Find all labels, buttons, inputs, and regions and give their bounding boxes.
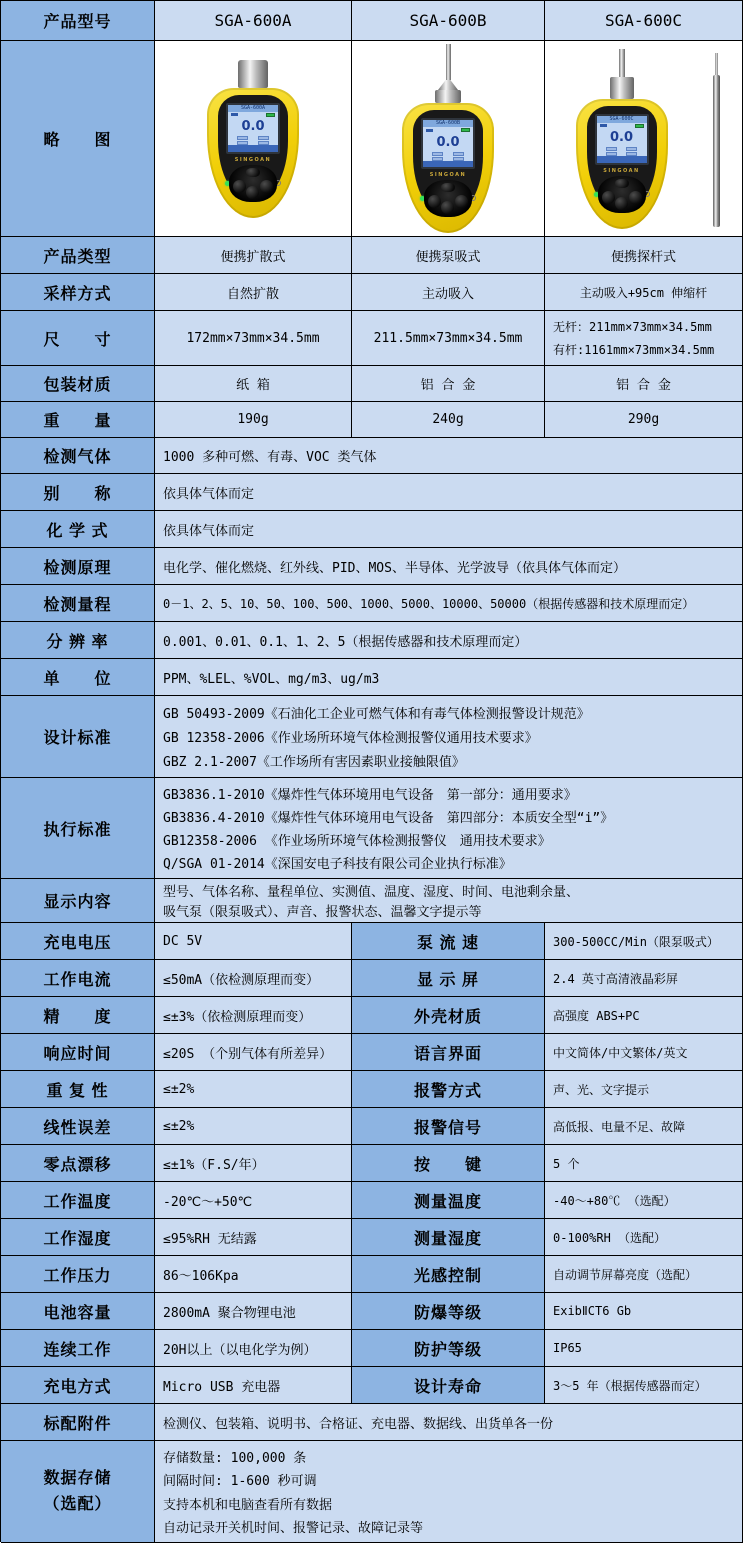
spec-value: 便携扩散式 <box>155 237 352 274</box>
spec-value: 便携泵吸式 <box>352 237 545 274</box>
table-row <box>1 659 743 696</box>
probe-rod <box>619 49 625 77</box>
brand-label: SINGOAN <box>234 156 272 163</box>
screen-cell <box>237 136 248 140</box>
device-screen <box>595 114 649 165</box>
probe-rod <box>446 44 451 80</box>
spec-value: Micro USB 充电器 <box>155 1367 352 1404</box>
spec-value: 5 个 <box>545 1145 743 1182</box>
spec-value: 依具体气体而定 <box>155 511 743 548</box>
standard-line: GB 50493-2009《石油化工企业可燃气体和有毒气体检测报警设计规范》 <box>163 707 590 722</box>
row-label-line: 数据存储 <box>43 1469 112 1487</box>
keypad <box>598 176 646 213</box>
device-screen <box>226 103 280 154</box>
standard-line: GBZ 2.1-2007《工作场所有害因素职业接触限值》 <box>163 755 465 770</box>
spec-value <box>155 879 743 923</box>
row-label: 尺 寸 <box>1 311 155 366</box>
standard-line: GB12358-2006 《作业场所环境气体检测报警仪 通用技术要求》 <box>163 834 551 849</box>
row-label: 充电电压 <box>1 923 155 960</box>
device-front-panel <box>218 95 288 202</box>
row-label: 设计标准 <box>1 696 155 778</box>
spec-value: 240g <box>352 402 545 438</box>
device-image-sga-600c <box>576 49 668 229</box>
telescopic-rod-tip <box>715 53 718 75</box>
screen-title: SGA-600B <box>423 120 473 127</box>
table-row <box>1 1441 743 1543</box>
spec-value-line: 间隔时间: 1-600 秒可调 <box>163 1474 317 1490</box>
table-row <box>1 1034 743 1071</box>
row-label: 别 称 <box>1 474 155 511</box>
product-image-cell-b <box>352 41 545 237</box>
spec-value: 主动吸入 <box>352 274 545 311</box>
standard-line: Q/SGA 01-2014《深国安电子科技有限公司企业执行标准》 <box>163 857 512 872</box>
row-label: 零点漂移 <box>1 1145 155 1182</box>
spec-value-line: 有杆:1161mm×73mm×34.5mm <box>553 342 715 357</box>
standard-line: GB3836.4-2010《爆炸性气体环境用电气设备 第四部分：本质安全型“i”》 <box>163 811 614 826</box>
table-row <box>1 402 743 438</box>
device-front-panel <box>587 106 657 213</box>
device-screen <box>421 118 475 169</box>
table-row <box>1 511 743 548</box>
brand-label: SINGOAN <box>429 172 467 179</box>
row-label: 连续工作 <box>1 1330 155 1367</box>
product-image-cell-a <box>155 41 352 237</box>
row-label: 产品类型 <box>1 237 155 274</box>
enter-button <box>246 186 259 199</box>
right-button <box>260 180 273 193</box>
row-label: 产品型号 <box>1 1 155 41</box>
table-row <box>1 1219 743 1256</box>
row-label: 重 量 <box>1 402 155 438</box>
table-row <box>1 778 743 879</box>
row-label: 报警信号 <box>352 1108 545 1145</box>
spec-value: 纸 箱 <box>155 366 352 402</box>
row-label: 按 键 <box>352 1145 545 1182</box>
row-label: 工作电流 <box>1 960 155 997</box>
screen-title: SGA-600C <box>597 116 647 123</box>
table-row <box>1 474 743 511</box>
spec-value: 0.001、0.01、0.1、1、2、5（根据传感器和技术原理而定） <box>155 622 743 659</box>
row-label: 工作湿度 <box>1 1219 155 1256</box>
spec-value: ≤±2% <box>155 1071 352 1108</box>
screen-status-bar <box>597 156 647 163</box>
standard-line: GB3836.1-2010《爆炸性气体环境用电气设备 第一部分：通用要求》 <box>163 788 577 803</box>
screen-cell <box>258 136 269 140</box>
spec-value-line: 无杆：211mm×73mm×34.5mm <box>553 320 712 335</box>
row-label: 执行标准 <box>1 778 155 879</box>
spec-value: 172mm×73mm×34.5mm <box>155 311 352 366</box>
spec-value: 2.4 英寸高清液晶彩屏 <box>545 960 743 997</box>
row-label: 防护等级 <box>352 1330 545 1367</box>
model-name-b: SGA-600B <box>352 1 545 41</box>
table-row <box>1 622 743 659</box>
row-label: 检测气体 <box>1 438 155 474</box>
table-row <box>1 879 743 923</box>
table-row <box>1 1367 743 1404</box>
screen-cell <box>453 152 464 156</box>
left-button <box>602 191 615 204</box>
row-label: 报警方式 <box>352 1071 545 1108</box>
probe-cone <box>438 80 458 90</box>
screen-info-cells <box>423 152 473 156</box>
table-row <box>1 1145 743 1182</box>
row-label: 设计寿命 <box>352 1367 545 1404</box>
spec-value: 高低报、电量不足、故障 <box>545 1108 743 1145</box>
device-front-panel <box>413 110 483 217</box>
spec-value: 290g <box>545 402 743 438</box>
screen-status-icons <box>597 123 647 130</box>
spec-value: 高强度 ABS+PC <box>545 997 743 1034</box>
spec-value: 铝 合 金 <box>545 366 743 402</box>
table-row <box>1 1108 743 1145</box>
spec-value: 声、光、文字提示 <box>545 1071 743 1108</box>
row-label: 测量湿度 <box>352 1219 545 1256</box>
screen-reading: 0.0 <box>241 119 265 135</box>
table-row <box>1 311 743 366</box>
row-label: 分 辨 率 <box>1 622 155 659</box>
spec-value: PPM、%LEL、%VOL、mg/m3、ug/m3 <box>155 659 743 696</box>
row-label: 泵 流 速 <box>352 923 545 960</box>
row-label: 单 位 <box>1 659 155 696</box>
table-row <box>1 585 743 622</box>
screen-reading: 0.0 <box>609 130 634 146</box>
screen-status-icons <box>228 112 278 119</box>
table-row <box>1 1293 743 1330</box>
row-label: 略 图 <box>1 41 155 237</box>
table-row <box>1 548 743 585</box>
spec-value: ≤50mA（依检测原理而变） <box>155 960 352 997</box>
spec-value: 检测仪、包装箱、说明书、合格证、充电器、数据线、出货单各一份 <box>155 1404 743 1441</box>
spec-value <box>155 778 743 879</box>
row-label: 检测量程 <box>1 585 155 622</box>
row-label: 外壳材质 <box>352 997 545 1034</box>
row-label: 精 度 <box>1 997 155 1034</box>
screen-cell <box>606 147 617 151</box>
table-row <box>1 1330 743 1367</box>
table-row <box>1 923 743 960</box>
spec-value: 1000 多种可燃、有毒、VOC 类气体 <box>155 438 743 474</box>
spec-value: 20H以上（以电化学为例） <box>155 1330 352 1367</box>
signal-icon <box>426 129 433 132</box>
screen-cell <box>626 147 637 151</box>
row-label: 工作压力 <box>1 1256 155 1293</box>
row-label: 包装材质 <box>1 366 155 402</box>
spec-value: 190g <box>155 402 352 438</box>
row-label: 语言界面 <box>352 1034 545 1071</box>
spec-value: ≤±1%（F.S/年） <box>155 1145 352 1182</box>
table-row <box>1 960 743 997</box>
spec-value: 2800mA 聚合物锂电池 <box>155 1293 352 1330</box>
table-row <box>1 1404 743 1441</box>
standard-line: GB 12358-2006《作业场所环境气体检测报警仪通用技术要求》 <box>163 731 538 746</box>
device-body <box>576 99 668 229</box>
row-label: 采样方式 <box>1 274 155 311</box>
table-row <box>1 366 743 402</box>
device-image-sga-600b <box>402 44 494 233</box>
model-name-a: SGA-600A <box>155 1 352 41</box>
spec-value-line: 存储数量: 100,000 条 <box>163 1451 307 1467</box>
row-label: 重 复 性 <box>1 1071 155 1108</box>
row-label <box>1 1441 155 1543</box>
table-row <box>1 1256 743 1293</box>
table-row-header <box>1 1 743 41</box>
telescopic-rod <box>713 75 720 227</box>
screen-status-bar <box>423 161 473 168</box>
spec-value: ≤95%RH 无结露 <box>155 1219 352 1256</box>
screen-status-icons <box>423 127 473 134</box>
row-label: 工作温度 <box>1 1182 155 1219</box>
spec-value <box>545 311 743 366</box>
row-label: 线性误差 <box>1 1108 155 1145</box>
table-row-sketch <box>1 41 743 237</box>
spec-value: DC 5V <box>155 923 352 960</box>
row-label: 测量温度 <box>352 1182 545 1219</box>
spec-value: 0－1、2、5、10、50、100、500、1000、5000、10000、50000（根据传感器和技术原理而定） <box>155 585 743 622</box>
table-row <box>1 438 743 474</box>
spec-value: ≤±3%（依检测原理而变） <box>155 997 352 1034</box>
left-button <box>428 195 441 208</box>
spec-value: 211.5mm×73mm×34.5mm <box>352 311 545 366</box>
enter-button <box>615 197 628 210</box>
spec-value: 86～106Kpa <box>155 1256 352 1293</box>
spec-value: 电化学、催化燃烧、红外线、PID、MOS、半导体、光学波导（依具体气体而定） <box>155 548 743 585</box>
row-label: 响应时间 <box>1 1034 155 1071</box>
probe-base <box>435 90 461 103</box>
table-row <box>1 274 743 311</box>
spec-value: 便携探杆式 <box>545 237 743 274</box>
menu-button <box>246 168 260 177</box>
row-label: 显示内容 <box>1 879 155 923</box>
product-image-cell-c <box>545 41 743 237</box>
screen-title: SGA-600A <box>228 105 278 112</box>
spec-value: 300-500CC/Min（限泵吸式） <box>545 923 743 960</box>
screen-cell <box>432 152 443 156</box>
model-name-c: SGA-600C <box>545 1 743 41</box>
screen-info-cells <box>597 147 647 151</box>
row-label: 标配附件 <box>1 1404 155 1441</box>
row-label: 光感控制 <box>352 1256 545 1293</box>
row-label: 防爆等级 <box>352 1293 545 1330</box>
spec-value-line: 支持本机和电脑查看所有数据 <box>163 1497 333 1513</box>
spec-value: 自动调节屏幕亮度（选配） <box>545 1256 743 1293</box>
table-row <box>1 696 743 778</box>
spec-value: 铝 合 金 <box>352 366 545 402</box>
spec-value: 3～5 年（根据传感器而定） <box>545 1367 743 1404</box>
sensor-cap <box>610 77 634 99</box>
row-label-line: （选配） <box>43 1495 112 1513</box>
device-body <box>207 88 299 218</box>
menu-button <box>441 183 455 192</box>
battery-icon <box>635 124 644 128</box>
battery-icon <box>461 128 470 132</box>
signal-icon <box>231 113 238 116</box>
row-label: 化 学 式 <box>1 511 155 548</box>
screen-info-cells <box>228 136 278 140</box>
device-image-sga-600a <box>207 60 299 218</box>
spec-value: 主动吸入+95cm 伸缩杆 <box>545 274 743 311</box>
spec-value-line: 自动记录开关机时间、报警记录、故障记录等 <box>163 1520 424 1536</box>
spec-value: -40～+80℃ （选配） <box>545 1182 743 1219</box>
table-row <box>1 237 743 274</box>
spec-value: ≤±2% <box>155 1108 352 1145</box>
menu-button <box>615 179 629 188</box>
screen-status-bar <box>228 145 278 152</box>
row-label: 显 示 屏 <box>352 960 545 997</box>
spec-value <box>155 1441 743 1543</box>
sensor-cap <box>238 60 268 88</box>
device-body <box>402 103 494 233</box>
spec-value: 自然扩散 <box>155 274 352 311</box>
spec-value-line: 吸气泵（限泵吸式）、声音、报警状态、温馨文字提示等 <box>163 904 482 920</box>
table-row <box>1 1071 743 1108</box>
left-button <box>233 180 246 193</box>
spec-value: 依具体气体而定 <box>155 474 743 511</box>
row-label: 检测原理 <box>1 548 155 585</box>
spec-value: ≤20S （个别气体有所差异） <box>155 1034 352 1071</box>
row-label: 充电方式 <box>1 1367 155 1404</box>
screen-reading: 0.0 <box>436 134 460 150</box>
table-row <box>1 997 743 1034</box>
spec-value: -20℃～+50℃ <box>155 1182 352 1219</box>
spec-value <box>155 696 743 778</box>
spec-value: IP65 <box>545 1330 743 1367</box>
battery-icon <box>266 113 275 117</box>
right-button <box>629 191 642 204</box>
brand-label: SINGOAN <box>603 167 640 174</box>
keypad <box>424 180 472 217</box>
enter-button <box>441 201 454 214</box>
spec-value: 中文简体/中文繁体/英文 <box>545 1034 743 1071</box>
signal-icon <box>600 124 607 127</box>
right-button <box>455 195 468 208</box>
keypad <box>229 165 277 202</box>
spec-value: ExibⅡCT6 Gb <box>545 1293 743 1330</box>
table-row <box>1 1182 743 1219</box>
spec-value: 0-100%RH （选配） <box>545 1219 743 1256</box>
row-label: 电池容量 <box>1 1293 155 1330</box>
spec-value-line: 型号、气体名称、量程单位、实测值、温度、湿度、时间、电池剩余量、 <box>163 885 580 901</box>
